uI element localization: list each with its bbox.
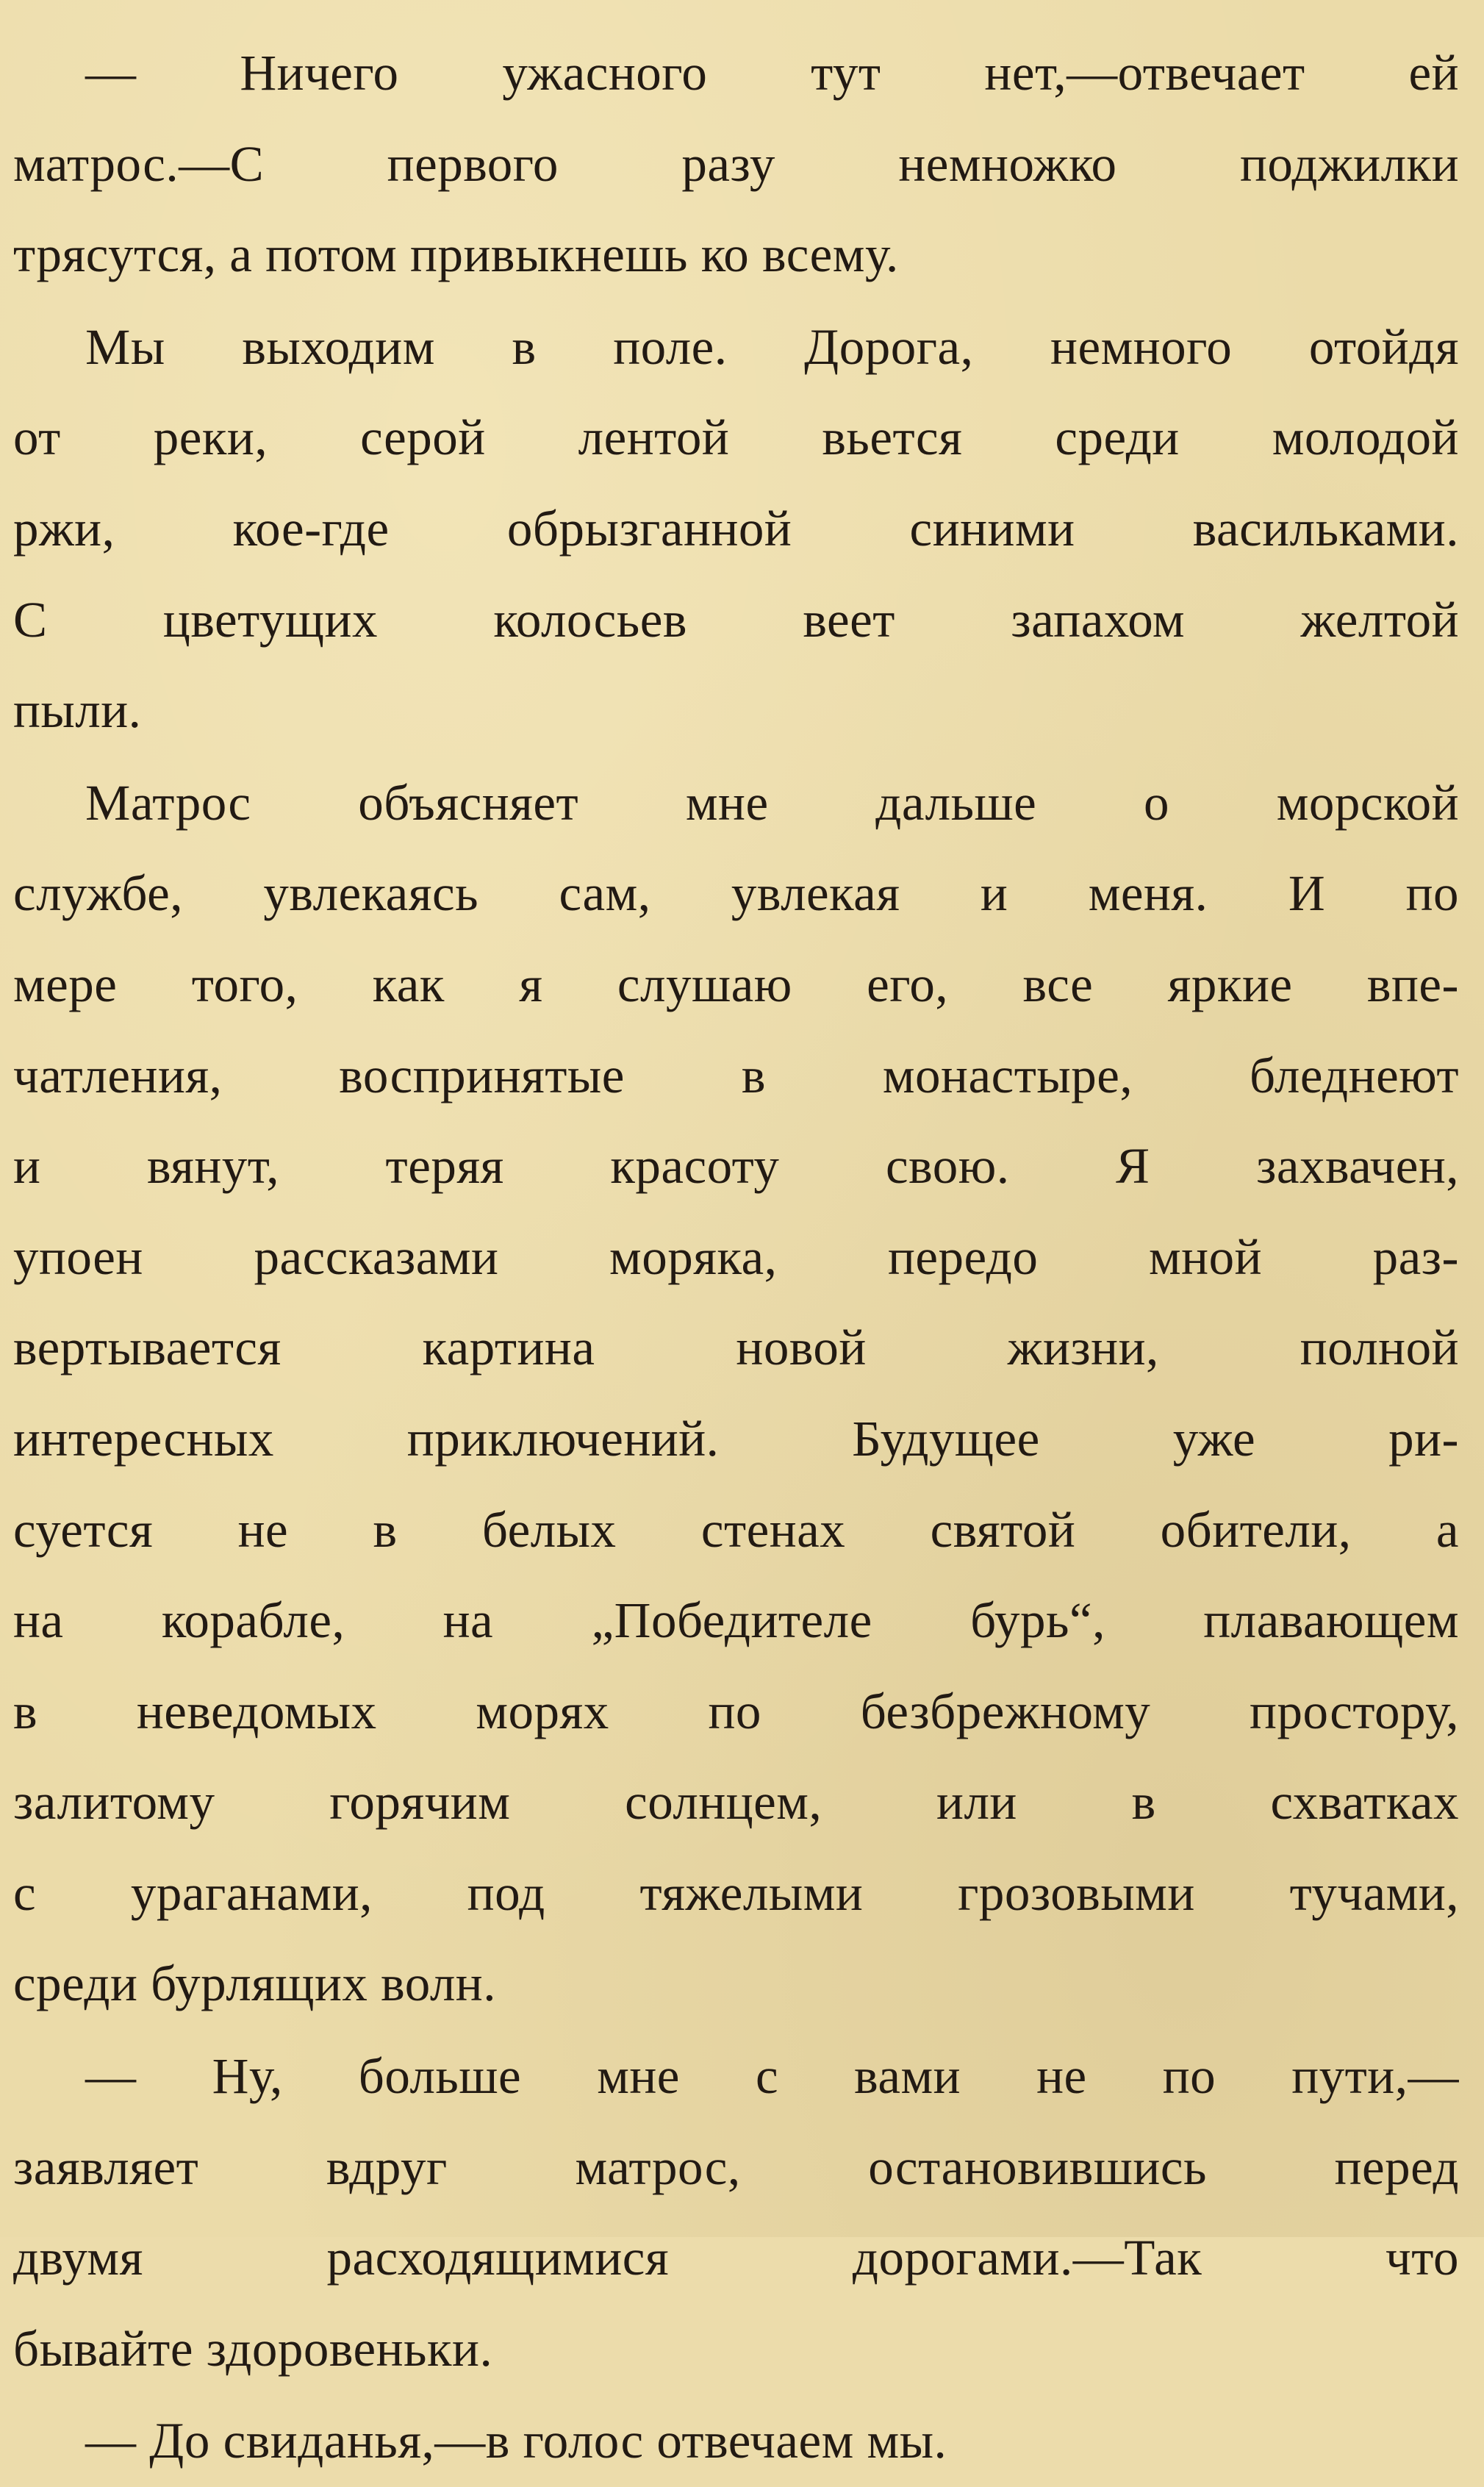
paragraph (13, 28, 1459, 301)
paragraph (13, 758, 1459, 2030)
paragraph (13, 302, 1459, 756)
text-line: — До свиданья,—в голос отвечаем мы. (85, 2413, 947, 2469)
text-line: ржи, кое-где обрызганной синими васильками. (13, 500, 1459, 557)
paragraph (13, 2396, 1459, 2487)
text-line: С цветущих колосьев веет запахом желтой (13, 591, 1459, 648)
text-line: чатления, воспринятые в монастыре, бледнеют (13, 1047, 1459, 1103)
text-line: мере того, как я слушаю его, все яркие впе- (13, 956, 1459, 1012)
text-body (13, 28, 1459, 2487)
text-line: в неведомых морях по безбрежному простору, (13, 1683, 1459, 1739)
text-line: матрос.—С первого разу немножко поджилки (13, 135, 1459, 192)
text-line: упоен рассказами моряка, передо мной раз- (13, 1228, 1459, 1285)
text-line: Матрос объясняет мне дальше о морской (85, 774, 1459, 831)
text-line: на корабле, на „Победителе бурь“, плавающем (13, 1592, 1459, 1649)
text-line: Мы выходим в поле. Дорога, немного отойдя (85, 318, 1459, 375)
text-line: заявляет вдруг матрос, остановившись перед (13, 2139, 1459, 2195)
text-line: трясутся, а потом привыкнешь ко всему. (13, 226, 899, 283)
text-line: от реки, серой лентой вьется среди молодой (13, 409, 1459, 466)
text-line: службе, увлекаясь сам, увлекая и меня. И по (13, 865, 1459, 922)
text-line: — Ничего ужасного тут нет,—отвечает ей (85, 45, 1459, 101)
text-line: — Ну, больше мне с вами не по пути,— (85, 2048, 1459, 2105)
text-line: суется не в белых стенах святой обители, а (13, 1501, 1459, 1558)
text-line: среди бурлящих волн. (13, 1955, 496, 2012)
text-line: бывайте здоровеньки. (13, 2320, 493, 2377)
text-line: вертывается картина новой жизни, полной (13, 1320, 1459, 1376)
text-line: пыли. (13, 682, 142, 739)
paragraph (13, 2031, 1459, 2394)
text-line: с ураганами, под тяжелыми грозовыми тучами, (13, 1864, 1459, 1921)
text-line: залитому горячим солнцем, или в схватках (13, 1774, 1459, 1831)
text-line: двумя расходящимися дорогами.—Так что (13, 2230, 1459, 2286)
text-line: интересных приключений. Будущее уже ри- (13, 1410, 1459, 1467)
text-line: и вянут, теряя красоту свою. Я захвачен, (13, 1138, 1459, 1195)
